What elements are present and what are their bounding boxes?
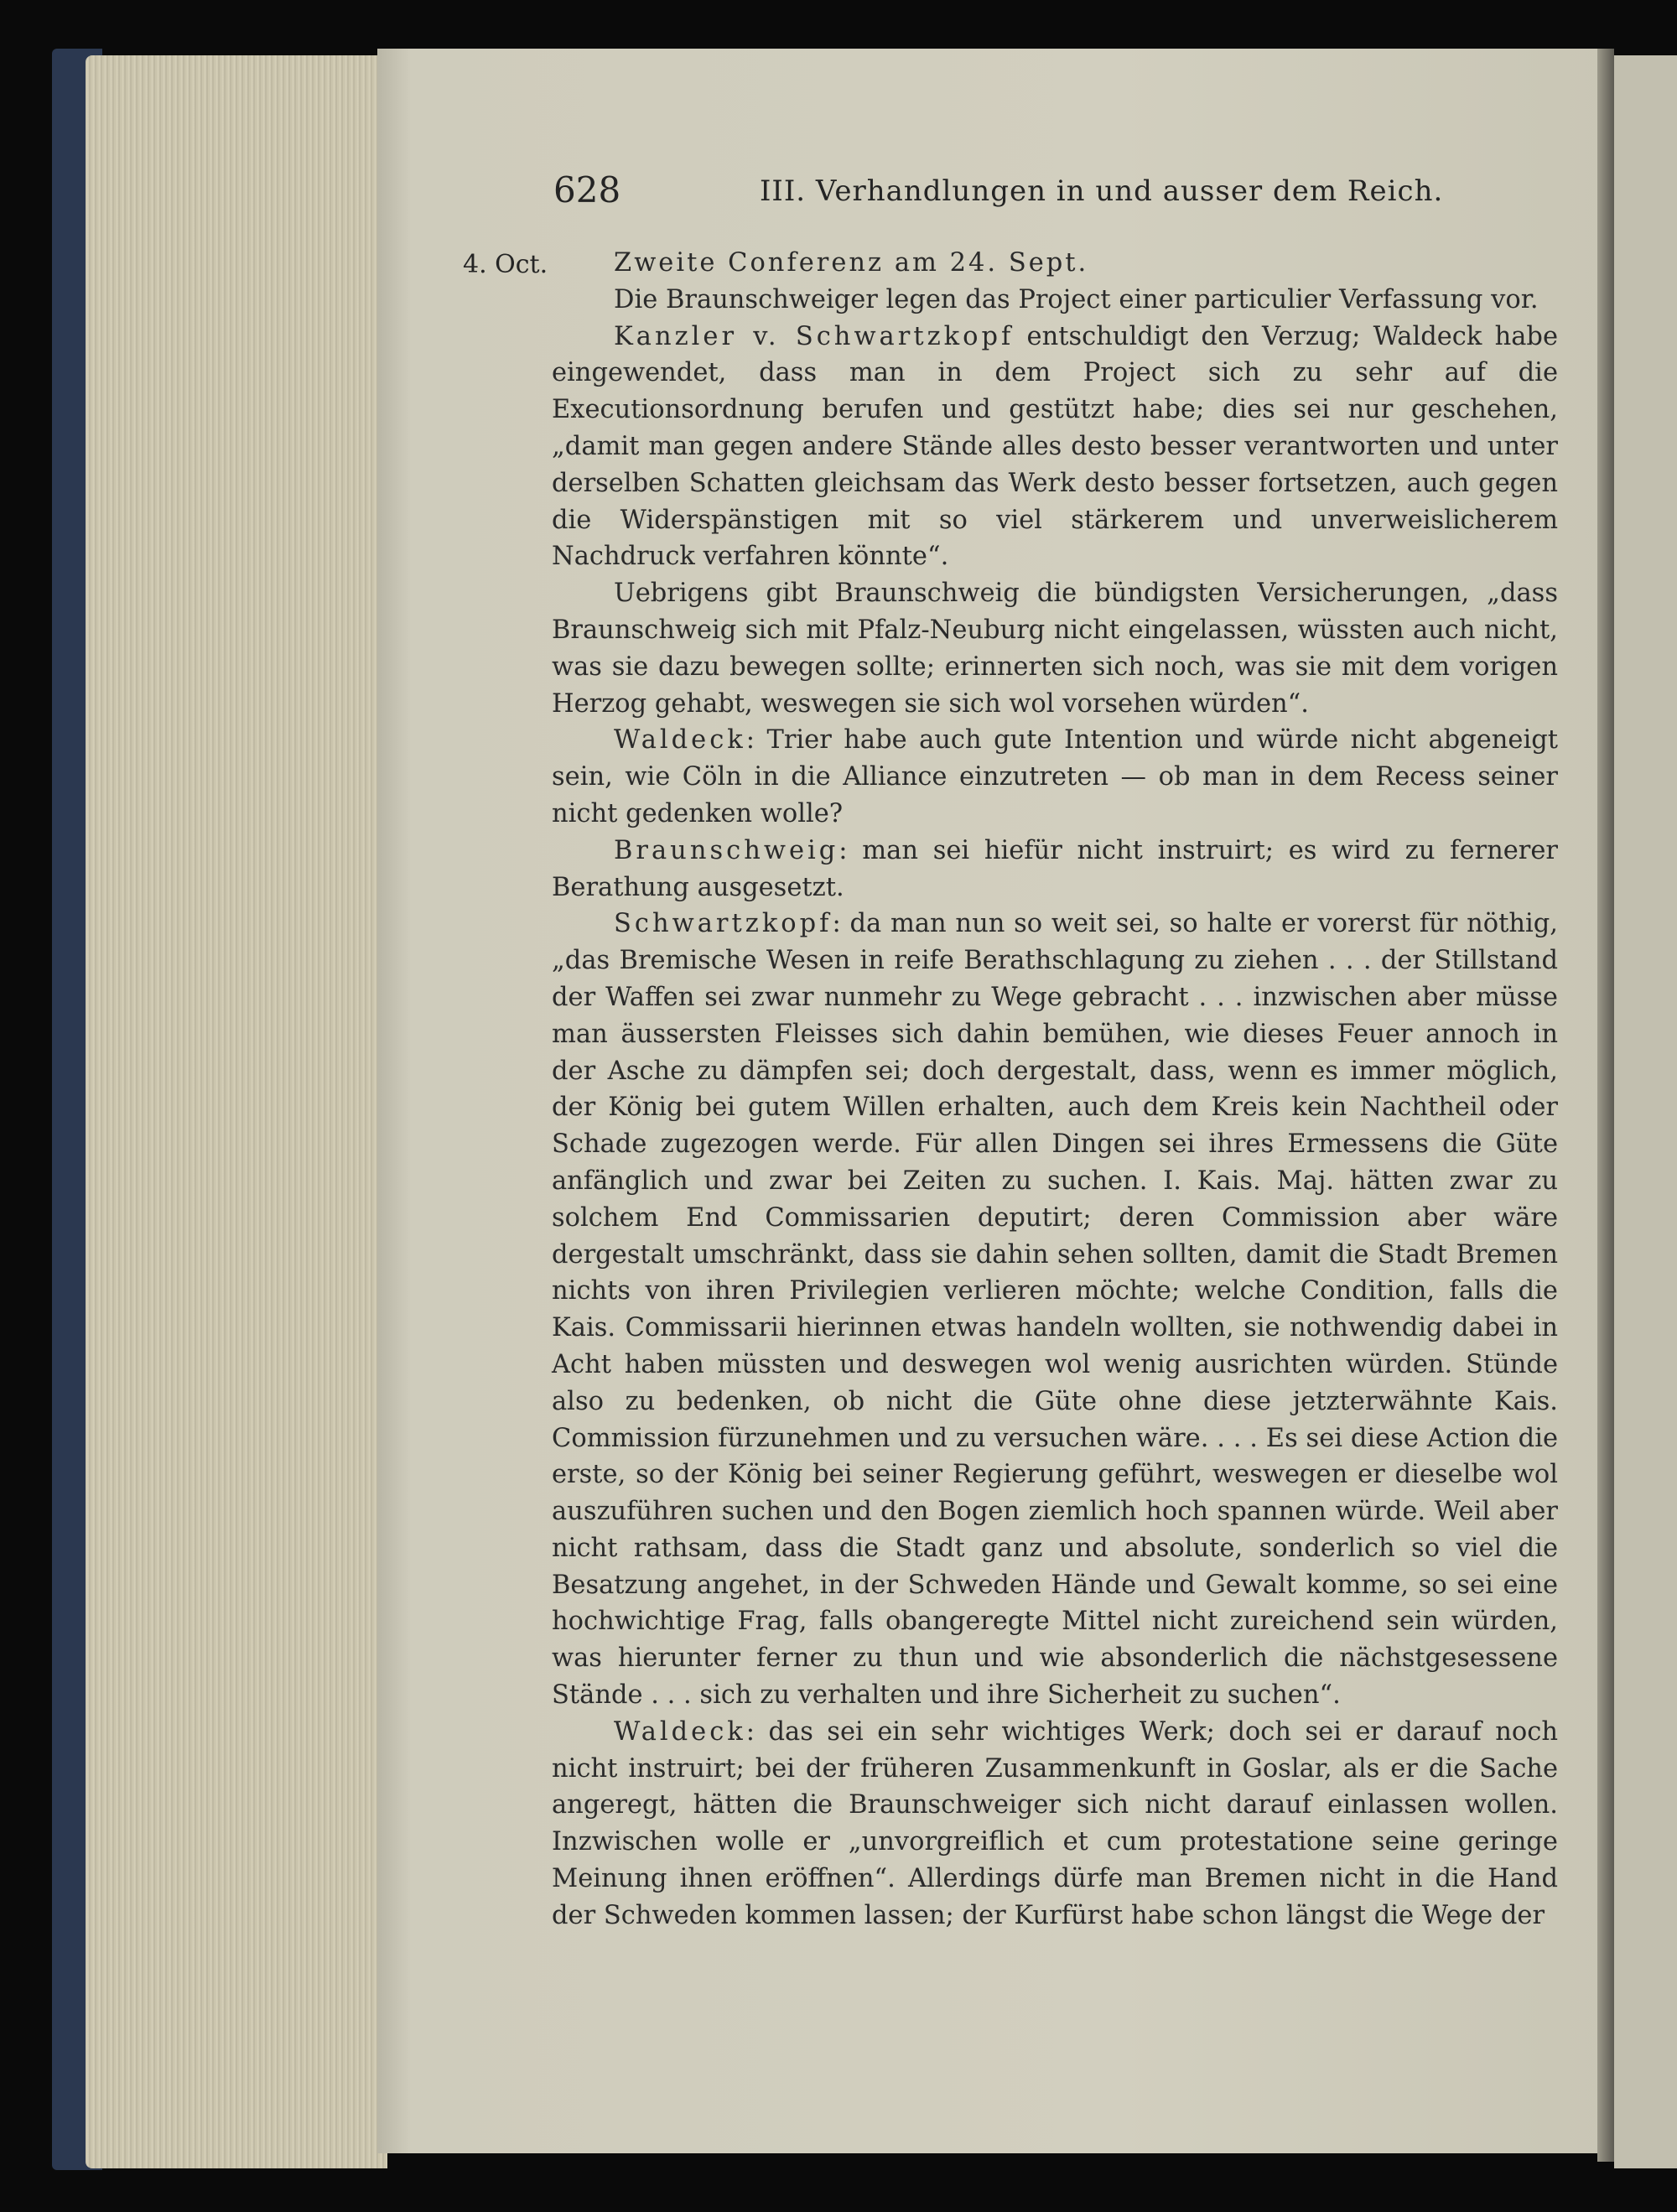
margin-date: 4. Oct.: [463, 250, 548, 279]
speaker-name: Schwartzkopf: [614, 909, 833, 939]
section-heading: Zweite Conferenz am 24. Sept.: [614, 248, 1089, 278]
paragraph: Uebrigens gibt Braunschweig die bündigsten Versicherungen, „dass Braunschweig sich mit Pfalz-Neuburg nicht eingelassen, wüssten auch nicht, was sie dazu bewegen sollte; erinnerten sich noch, was sie mit dem vorigen Herzog gehabt, weswegen sie sich wol vorsehen würden“.: [552, 579, 1558, 719]
speaker-name: Waldeck: [614, 1716, 746, 1747]
paragraph: Kanzler v. Schwartzkopf entschuldigt den Verzug; Waldeck habe eingewendet, dass man in dem Project sich zu sehr auf die Executionsordnung berufen und gestützt habe; dies sei nur geschehen, „damit man gegen andere Stände alles desto besser verantworten und unter derselben Schatten gleichsam das Werk desto besser fortsetzen, auch gegen die Widerspänstigen mit so viel stärkerem und unverweislicherem Nachdruck verfahren könnte“.: [552, 321, 1558, 572]
speaker-name: Braunschweig: [614, 835, 839, 865]
paragraph: Waldeck: Trier habe auch gute Intention und würde nicht abgeneigt sein, wie Cöln in die Alliance einzutreten — ob man in dem Recess seiner nicht gedenken wolle?: [552, 725, 1558, 828]
facing-page-edge: [1614, 55, 1677, 2168]
page-stack-edge: [86, 55, 387, 2168]
paragraph: Waldeck: das sei ein sehr wichtiges Werk; doch sei er darauf noch nicht instruirt; bei der früheren Zusammenkunft in Goslar, als er die Sache angeregt, hätten die Braunschweiger sich nicht darauf einlassen wollen. Inzwischen wolle er „unvorgreiflich et cum protestatione seine geringe Meinung ihnen eröffnen“. Allerdings dürfe man Bremen nicht in die Hand der Schweden kommen lassen; der Kurfürst habe schon längst die Wege der: [552, 1716, 1558, 1930]
paragraph: Braunschweig: man sei hiefür nicht instruirt; es wird zu fernerer Berathung ausgesetzt.: [552, 835, 1558, 902]
paragraph: Die Braunschweiger legen das Project einer particulier Verfassung vor.: [614, 284, 1539, 314]
body-text: [552, 245, 1558, 1934]
paragraph: Schwartzkopf: da man nun so weit sei, so halte er vorerst für nöthig, „das Bremische Wesen in reife Berathschlagung zu ziehen . . . der Stillstand der Waffen sei zwar nunmehr zu Wege gebracht . . . inzwischen aber müsse man äussersten Fleisses sich dahin bemühen, wie dieses Feuer annoch in der Asche zu dämpfen sei; doch dergestalt, dass, wenn es immer möglich, der König bei gutem Willen erhalten, auch dem Kreis kein Nachtheil oder Schade zugezogen werde. Für allen Dingen sei ihres Ermessens die Güte anfänglich und zwar bei Zeiten zu suchen. I. Kais. Maj. hätten zwar zu solchem End Commissarien deputirt; deren Commission aber wäre dergestalt umschränkt, dass sie dahin sehen sollten, damit die Stadt Bremen nichts von ihren Privilegien verlieren möchte; welche Condition, falls die Kais. Commissarii hierinnen etwas handeln wollten, sie nothwendig dabei in Acht haben müssten und deswegen wol wenig ausrichten würden. Stünde also zu bedenken, ob nicht die Güte ohne diese jetzterwähnte Kais. Commission fürzunehmen und zu versuchen wäre. . . . Es sei diese Action die erste, so der König bei seiner Regierung geführt, weswegen er dieselbe wol auszuführen suchen und den Bogen ziemlich hoch spannen würde. Weil aber nicht rathsam, dass die Stadt ganz und absolute, sonderlich so viel die Besatzung angehet, in der Schweden Hände und Gewalt komme, so sei eine hochwichtige Frag, falls obangeregte Mittel nicht zureichend sein würden, was hierunter ferner zu thun und wie absonderlich die nächstgesessene Stände . . . sich zu verhalten und ihre Sicherheit zu suchen“.: [552, 909, 1558, 1711]
speaker-name: Kanzler v. Schwartzkopf: [614, 321, 1015, 351]
speaker-name: Waldeck: [614, 725, 746, 756]
book-gutter: [1597, 49, 1614, 2162]
page-number: 628: [553, 169, 621, 210]
running-title: III. Verhandlungen in und ausser dem Reich.: [760, 174, 1444, 208]
